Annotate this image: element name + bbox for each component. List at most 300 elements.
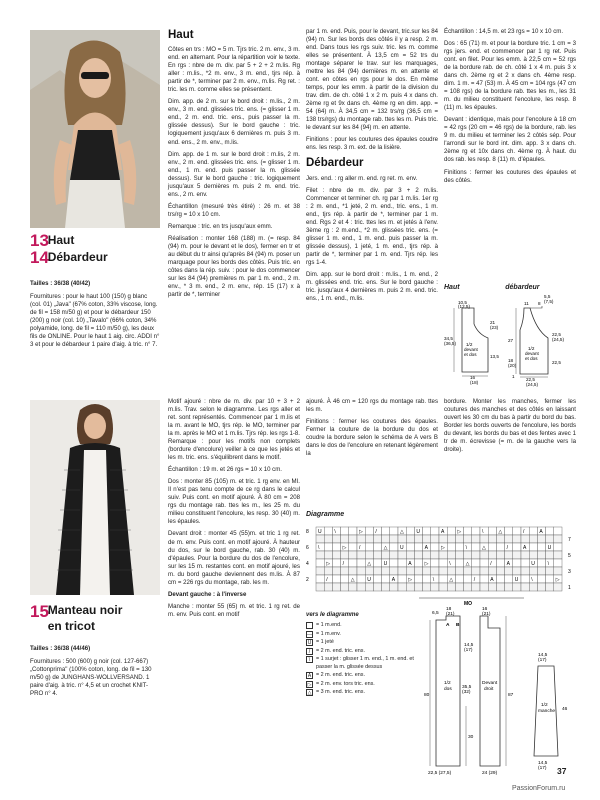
- diagram-cell: [423, 527, 431, 535]
- diagram-symbol: △: [350, 577, 355, 583]
- paragraph: Jers. end. : rg aller m. end. rg ret. m. env.: [306, 174, 418, 182]
- diagram-cell: [546, 583, 554, 591]
- legend-symbol: \: [306, 656, 313, 663]
- diagram-cell: [382, 535, 390, 543]
- diagram-cell: [398, 535, 406, 543]
- diagram-cell: [316, 567, 324, 575]
- diagram-cell: [341, 535, 349, 543]
- diagram-cell: [455, 551, 463, 559]
- diagram-cell: [488, 583, 496, 591]
- dim-bottom-devant: 24 (29): [482, 771, 498, 776]
- diagram-cell: [332, 559, 340, 567]
- diagram-cell: [390, 551, 398, 559]
- legend-text: = 1 m.end.: [316, 621, 342, 628]
- diagram-cell: [505, 551, 513, 559]
- diagram-cell: [414, 567, 422, 575]
- diagram-symbol: ▷: [441, 545, 445, 551]
- legend-text: = 2 m. end. tric. ens.: [316, 647, 365, 654]
- photo-woman-black-top: [30, 30, 160, 228]
- diagram-symbol: /: [375, 529, 377, 535]
- paragraph: Manche : monter 55 (65) m. et tric. 1 rg ret. de m. env. Puis cont. en motif: [168, 602, 300, 618]
- diagram-symbol: U: [400, 545, 404, 551]
- diagram-cell: [439, 575, 447, 583]
- dim-left-alt: (36,5): [444, 341, 457, 346]
- diagram-symbol: /: [506, 545, 508, 551]
- diagram-symbol: U: [547, 545, 552, 551]
- diagram-cell: [480, 551, 488, 559]
- diagram-legend: [306, 612, 426, 698]
- diagram-cell: [480, 583, 488, 591]
- diagram-cell: [546, 527, 554, 535]
- paragraph: bordure. Monter les manches, fermer les coutures des manches et des côtés en laissant ouvert les 30 cm du bas à partir du bord du bas. Border les bords ouverts de l'encolure, les bords du devant, les bords du bas et des fentes avec 1 tr de m. écrevisse (= m. de la gauche vers la droite).: [444, 398, 576, 454]
- diagram-symbol: /: [473, 577, 476, 583]
- diagram-cell: [349, 559, 357, 567]
- diagram-symbol: \: [318, 545, 320, 551]
- diagram-cell: [521, 567, 529, 575]
- diagram-symbol: ▷: [359, 529, 363, 535]
- dim-mid-alt: (20): [508, 363, 517, 368]
- diagram-cell: [373, 575, 381, 583]
- diagram-cell: [390, 543, 398, 551]
- diagram-cell: [316, 551, 324, 559]
- dim-top-mid-alt: (21): [446, 612, 455, 617]
- diagram-cell: [439, 551, 447, 559]
- diagram-cell: [488, 527, 496, 535]
- diagram-cell: [529, 527, 537, 535]
- diagram-cell: [513, 559, 521, 567]
- diagram-symbol: △: [400, 529, 404, 535]
- piece-devant-2: droit: [484, 687, 494, 692]
- piece-label: 1/2: [528, 346, 535, 351]
- diagram-cell: [529, 567, 537, 575]
- diagram-cell: [365, 527, 373, 535]
- dim-top-right: 16: [482, 607, 488, 612]
- legend-item: [306, 639, 426, 646]
- diagram-cell: [341, 575, 349, 583]
- legend-symbol: [306, 622, 313, 629]
- diagram-cell: [365, 567, 373, 575]
- piece-label-2: devant: [464, 347, 478, 352]
- diagram-cell: [537, 551, 545, 559]
- piece-sleeve: 1/2: [541, 703, 548, 708]
- diagram-cell: [423, 575, 431, 583]
- diagram-cell: [480, 567, 488, 575]
- item-name: Haut: [47, 233, 75, 247]
- diagram-title: Diagramme: [306, 511, 345, 518]
- diagram-cell: [521, 559, 529, 567]
- diagram-cell: [414, 575, 422, 583]
- diagram-cell: [398, 567, 406, 575]
- paragraph: Finitions : fermer les coutures des épaules. Fermer la couture de la bordure du dos et coudre la bordure selon le schéma de A vers B dans le dos de l'encolure en retenant légèrement la: [306, 418, 438, 458]
- diagram-cell: [431, 551, 439, 559]
- site-watermark: PassionForum.ru: [512, 785, 566, 792]
- marker-b: B: [456, 623, 460, 628]
- diagram-cell: [447, 543, 455, 551]
- diagram-cell: [349, 551, 357, 559]
- diagram-cell: [447, 535, 455, 543]
- diagram-symbol: A: [539, 529, 543, 535]
- diagram-symbol: A: [523, 545, 527, 551]
- diagram-cell: [357, 583, 365, 591]
- diagram-cell: [513, 527, 521, 535]
- paragraph: ajouré. À 46 cm = 120 rgs du montage rab. ttes les m.: [306, 398, 438, 414]
- diagram-cell: [406, 583, 414, 591]
- schema-haut: [444, 294, 506, 385]
- diagram-cell: [488, 543, 496, 551]
- diagram-cell: [439, 535, 447, 543]
- diagram-symbol: A: [391, 577, 396, 583]
- diagram-cell: [390, 535, 398, 543]
- diagram-cell: [472, 559, 480, 567]
- diagram-cell: [546, 535, 554, 543]
- diagram-cell: [505, 535, 513, 543]
- diagram-cell: [554, 583, 562, 591]
- schema-title-debardeur: débardeur: [505, 284, 540, 291]
- paragraph: Filet : nbre de m. div. par 3 + 2 m.lis. Commencer et terminer ch. rg par 1 m.lis. 1er rg : 2 m. end., *1 jeté, 2 m. end., tric. ens., 1 m. end., tjrs rép. à partir de *, terminer par 1 m. end. Rgs 2 et 4 : tric. ttes les m. et jetés à l'env. 3ème rg : 2 m.end., *2 m. glissées tric. ens. (= glisser 1 m. end., 1 m. end. puis passer la m. glissée dessus), 1 jeté, 1 m. end., tjrs rép. à partir de *, terminer par 1 m. end. Tjrs rép. les rgs 1-4.: [306, 186, 438, 266]
- diagram-cell: [513, 535, 521, 543]
- diagram-cell: [316, 535, 324, 543]
- top-left-sidebar: [30, 232, 160, 354]
- dim-bottom-alt: (18): [470, 380, 479, 385]
- diagram-symbol: △: [498, 529, 503, 535]
- diagram-symbol: U: [383, 561, 388, 567]
- diagram-symbol: △: [465, 561, 470, 567]
- diagram-cell: [382, 575, 390, 583]
- diagram-symbol: △: [367, 561, 372, 567]
- diagram-cell: [447, 551, 455, 559]
- diagram-cell: [529, 551, 537, 559]
- row-num: 5: [568, 553, 571, 559]
- paragraph: Échantillon (mesuré très étiré) : 26 m. et 38 trs/rg = 10 x 10 cm.: [168, 202, 300, 218]
- dim-top-b: 11: [524, 301, 529, 306]
- diagram-cell: [488, 567, 496, 575]
- diagram-cell: [324, 583, 332, 591]
- diagram-cell: [406, 543, 414, 551]
- dim-left: 34,5: [444, 336, 453, 341]
- diagram-cell: [373, 583, 381, 591]
- diagram-cell: [439, 583, 447, 591]
- dim-sub-b-alt: (32): [462, 690, 471, 695]
- supplies-text: Fournitures : 500 (600) g noir (col. 127-667) „Cottonprima" (100% coton, long. de fil = 130 m/50 g) de JUNGHANS-WOLLVERSAND. 1 paire d'aig. à tric. n° 4,5 et un crochet KNIT-PRO n° 4.: [30, 657, 152, 697]
- dim-80: 80: [424, 693, 430, 698]
- diagram-cell: [324, 535, 332, 543]
- diagram-cell: [513, 567, 521, 575]
- diagram-cell: [357, 559, 365, 567]
- diagram-symbol: \: [334, 529, 336, 535]
- photo-woman-black-coat: [30, 400, 160, 595]
- diagram-cell: [406, 551, 414, 559]
- legend-text: = 2 m. end. tric. ens.: [316, 672, 365, 679]
- item-number: 13: [30, 231, 49, 250]
- column-manteau: [168, 398, 300, 623]
- dim-small: 1: [512, 374, 515, 379]
- diagram-cell: [324, 543, 332, 551]
- diagram-cell: [382, 567, 390, 575]
- paragraph: Finitions : pour les coutures des épaules coudre ens. les resp. 3 m. ext. de la lisière.: [306, 136, 438, 152]
- diagram-cell: [365, 551, 373, 559]
- diagram-cell: [357, 551, 365, 559]
- diagram-cell: [382, 527, 390, 535]
- dim-sub-a: 14,5: [464, 643, 474, 648]
- dim-bottom-dos: 22,5 (27,5): [428, 771, 452, 776]
- diagram-cell: [406, 535, 414, 543]
- dim-sleeve-bottom: 14,5: [538, 761, 548, 766]
- diagram-symbol: A: [490, 577, 494, 583]
- diagram-cell: [341, 551, 349, 559]
- diagram-cell: [455, 543, 463, 551]
- diagram-cell: [529, 583, 537, 591]
- piece-dos: 1/2: [444, 681, 451, 686]
- column-haut: [168, 28, 300, 303]
- diagram-cell: [546, 567, 554, 575]
- diagram-cell: [455, 583, 463, 591]
- row-num: 6: [306, 545, 309, 551]
- diagram-cell: [414, 559, 422, 567]
- diagram-cell: [455, 567, 463, 575]
- diagram-symbol: /: [326, 577, 328, 583]
- diagram-cell: [414, 583, 422, 591]
- legend-item: [306, 622, 426, 629]
- bottom-photo: [30, 400, 160, 595]
- diagram-cell: [390, 583, 398, 591]
- dim-right-alt: (23): [490, 325, 499, 330]
- diagram-cell: [349, 543, 357, 551]
- diagram-cell: [521, 535, 529, 543]
- legend-symbol: /: [306, 648, 313, 655]
- diagram-symbol: \: [531, 577, 533, 583]
- diagram-cell: [505, 567, 513, 575]
- diagram-cell: [390, 567, 398, 575]
- diagram-cell: [537, 575, 545, 583]
- diagram-symbol: ▷: [326, 561, 331, 567]
- diagram-cell: [472, 527, 480, 535]
- diagram-cell: [414, 535, 422, 543]
- legend-text: = 1 surjet : glisser 1 m. end., 1 m. end. et passer la m. glissée dessus: [316, 656, 414, 670]
- diagram-cell: [521, 583, 529, 591]
- diagram-cell: [546, 575, 554, 583]
- diagram-symbol: ▷: [555, 577, 560, 583]
- diagram-cell: [496, 567, 504, 575]
- diagram-cell: [447, 527, 455, 535]
- legend-text: = 3 m. end. tric. ens.: [316, 689, 365, 696]
- diagram-cell: [554, 567, 562, 575]
- diagram-symbol: U: [531, 561, 535, 567]
- piece-sleeve-2: manche: [538, 709, 556, 714]
- item-15-title: [30, 603, 160, 635]
- diagram-cell: [480, 575, 488, 583]
- legend-text: = 1 jeté: [316, 639, 334, 646]
- diagram-cell: [455, 559, 463, 567]
- diagram-cell: [357, 575, 365, 583]
- dim-top-alt: (12,5): [458, 304, 471, 309]
- diagram-cell: [480, 559, 488, 567]
- diagram-cell: [423, 551, 431, 559]
- coat-schema: [426, 606, 578, 778]
- dim-sleeve-top: 14,5: [538, 653, 548, 658]
- diagram-cell: [406, 567, 414, 575]
- sizes-text: Tailles : 36/38 (40/42): [30, 280, 91, 288]
- paragraph: Échantillon : 19 m. et 26 rgs = 10 x 10 cm.: [168, 466, 282, 474]
- dim-right-alt: (24,5): [552, 337, 565, 342]
- diagram-symbol: A: [408, 561, 412, 567]
- diagram-cell: [341, 567, 349, 575]
- diagram-symbol: /: [359, 545, 361, 551]
- diagram-cell: [349, 535, 357, 543]
- page-number: 37: [557, 766, 567, 776]
- paragraph: Dim. app. de 2 m. sur le bord droit : m.lis., 2 m. env., 3 m. end. glissées tric. ens. (= glisser 1 m. end., 2 m. end. tric. ens., puis passer la m. glissée dessus). Sur le bord gauche : tric. logiquement jusqu'aux 6 dernières m. puis 3 m. end. ens., 2 m. env., m.lis.: [168, 98, 300, 146]
- diagram-cell: [472, 543, 480, 551]
- diagram-cell: [324, 551, 332, 559]
- diagram-cell: [382, 583, 390, 591]
- section-title-haut: Haut: [168, 29, 194, 41]
- legend-symbol: —: [307, 631, 312, 638]
- diagram-cell: [480, 535, 488, 543]
- piece-label-3: et dos: [525, 356, 538, 361]
- dim-top-b2: 8: [538, 301, 541, 306]
- diagram-cell: [455, 575, 463, 583]
- legend-item: [306, 689, 426, 696]
- diagram-cell: [529, 535, 537, 543]
- diagram-cell: [513, 551, 521, 559]
- dim-sub-a-alt: (17): [464, 648, 473, 653]
- diagram-cell: [496, 583, 504, 591]
- diagram-cell: [414, 543, 422, 551]
- diagram-symbol: /: [523, 529, 525, 535]
- diagram-cell: [455, 535, 463, 543]
- diagram-cell: [431, 567, 439, 575]
- diagram-cell: [513, 583, 521, 591]
- dim-30: 30: [468, 735, 474, 740]
- dim-top-mid: 18: [446, 607, 452, 612]
- diagram-cell: [464, 575, 472, 583]
- diagram-symbol: U: [367, 577, 371, 583]
- legend-symbol: U: [307, 640, 312, 647]
- paragraph: Finitions : fermer les coutures des épaules et des côtés.: [444, 168, 576, 184]
- stitch-diagram: [306, 519, 576, 611]
- row-num: 1: [568, 585, 571, 591]
- diagram-cell: [521, 575, 529, 583]
- diagram-symbol: ▷: [457, 529, 462, 535]
- paragraph: Dim. app. sur le bord droit : m.lis., 1 m. end., 2 m. glissées end. tric. ens. Sur le bord gauche : tric. jusqu'aux 4 dernières m. puis 2 m. end. tric. ens., 1 m. end., m.lis.: [306, 270, 438, 303]
- diagram-cell: [423, 535, 431, 543]
- diagram-cell: [423, 567, 431, 575]
- dim-mid: 18: [508, 358, 514, 363]
- diagram-cell: [324, 527, 332, 535]
- diagram-cell: [439, 559, 447, 567]
- item-name-line2: en tricot: [47, 618, 96, 633]
- diagram-symbol: ▷: [424, 561, 429, 567]
- paragraph: Côtes en trs : MO = 5 m. Tjrs tric. 2 m. env., 3 m. end. en alternant. Pour la répartition voir le texte. En rgs : nbre de m. div. par 5 + 2 + 2 m.lis. Rg aller : m.lis., *2 m. env., 3 m. end., tjrs rép. à partir de *, terminer par 2 m. env., m.lis. Rg ret. : tric. les m. comme elles se présentent.: [168, 46, 300, 94]
- diagram-cell: [332, 543, 340, 551]
- diagram-cell: [488, 551, 496, 559]
- dim-top-right-alt: (21): [482, 612, 491, 617]
- item-number: 15: [30, 602, 49, 621]
- diagram-cell: [554, 551, 562, 559]
- diagram-cell: [554, 543, 562, 551]
- diagram-symbol: △: [383, 545, 388, 551]
- paragraph: par 1 m. end. Puis, pour le devant, tric.sur les 84 (94) m. Sur les bords des côtés il y a resp. 2 m. end. Dans tous les rgs suiv. tric. les m. comme elles se présentent. À 13,5 cm = 52 trs du montage séparer le trav. sur les marquages, mettre les 84 (94) dernières m. en attente et cont. en côtes en rgs pour le dos. En même temps, pour les emm. à partir de la division du trav. dim. de ch. côté 1 x 2 m. puis 4 x dans ch. 2ème rg et 9x dans ch. 4ème rg en dim. app. = 54 (64) m. À 34,5 cm = 132 trs/rg (36,5 cm = 138 trs/rgs) du montage rab. ttes les m. Puis tric. le devant sur les 84 (94) m. en attente.: [306, 28, 438, 132]
- item-13-title: [30, 232, 160, 249]
- diagram-symbol: A: [441, 529, 445, 535]
- diagram-cell: [431, 527, 439, 535]
- diagram-symbol: A: [506, 561, 510, 567]
- diagram-cell: [464, 527, 472, 535]
- diagram-cell: [398, 575, 406, 583]
- dim-sleeve-bottom-alt: (17): [538, 766, 547, 771]
- row-num: 8: [306, 529, 309, 535]
- diagram-cell: [332, 535, 340, 543]
- schema-debardeur: [508, 290, 578, 386]
- diagram-symbol: \: [465, 545, 467, 551]
- diagram-cell: [349, 567, 357, 575]
- diagram-cell: [496, 551, 504, 559]
- diagram-cell: [373, 567, 381, 575]
- diagram-cell: [341, 583, 349, 591]
- piece-devant: Devant: [482, 681, 498, 686]
- piece-label: 1/2: [466, 342, 473, 347]
- item-name: Débardeur: [47, 250, 108, 265]
- diagram-cell: [554, 535, 562, 543]
- dim-bottom: 22,5: [526, 377, 535, 382]
- diagram-cell: [316, 583, 324, 591]
- diagram-symbol: △: [482, 545, 486, 551]
- dim-top-a: 5,5: [544, 294, 551, 299]
- diagram-cell: [464, 583, 472, 591]
- diagram-cell: [414, 551, 422, 559]
- paragraph: Réalisation : monter 168 (188) m. (= resp. 84 (94) m. pour le devant et le dos), fermer en tr et au début du tr ainsi qu'après 84 (94) m. poser un marquage pour les bords des côtés. Puis tric. en côtes dans la rép. suiv. : pour le dos commencer sur les 84 (94) premières m. par 1 m. end., 2 m. env., * 3 m. end., 2 m. env., rép. 15 (17) x à partir de *, terminer: [168, 234, 300, 299]
- diagram-cell: [357, 535, 365, 543]
- diagram-cell: [349, 583, 357, 591]
- legend-symbol: △: [307, 690, 312, 697]
- legend-text: = 1 m.env.: [316, 630, 341, 637]
- diagram-symbol: △: [449, 577, 454, 583]
- legend-item: [306, 681, 426, 688]
- diagram-cell: [365, 543, 373, 551]
- diagram-cell: [423, 583, 431, 591]
- diagram-cell: [382, 551, 390, 559]
- paragraph: Devant : identique, mais pour l'encolure à 18 cm = 42 rgs (20 cm = 46 rgs) de la bordure, rab. les 9 m. du milieu et terminer les 2 côtés sép. Pour l'arrondi sur le bord int. dim. app. 3 x dans ch. 2ème rg et 10x dans ch. 4ème rg. À haut. du dos rab. les resp. 8 (11) m. d'épaules.: [444, 116, 576, 164]
- paragraph: Dos : monter 85 (105) m. et tric. 1 rg env. en MI. Il n'est pas tenu compte de ce rg dans le calcul suiv. Puis cont. en motif ajouré. À 80 cm = 208 rgs du montage rab. ttes les m., les 25 m. du milieu constituent l'encolure, les resp. 30 (40) m. les épaules.: [168, 478, 300, 526]
- diagram-cell: [398, 551, 406, 559]
- marker-a: A: [446, 623, 450, 628]
- paragraph: Devant droit : monter 45 (55)m. et tric 1 rg ret. de m. env. Puis cont. en motif ajouré. À hauteur du dos, sur le bord gauche, rab. 30 (40) m. d'épaules. Pour la bordure du dos de l'encolure, sur les 15 m. restantes cont. en motif ajouré, les m. du bord gauche deviennent des m.lis. À 87 cm = 226 rgs du montage, rab. les m.: [168, 530, 300, 586]
- diagram-cell: [349, 527, 357, 535]
- dim-bottom: 16: [470, 375, 476, 380]
- dim-mid: 13,5: [490, 354, 499, 359]
- item-number: 14: [30, 248, 49, 268]
- diagram-cell: [332, 575, 340, 583]
- diagram-cell: [464, 551, 472, 559]
- dim-left: 27: [508, 338, 514, 343]
- bottom-left-sidebar: [30, 603, 160, 703]
- legend-item: [306, 648, 426, 655]
- diagram-cell: [488, 535, 496, 543]
- diagram-cell: [521, 551, 529, 559]
- diagram-symbol: U: [514, 577, 519, 583]
- diagram-cell: [554, 559, 562, 567]
- paragraph: Motif ajouré : nbre de m. div. par 10 + 3 + 2 m.lis. Trav. selon le diagramme. Les rgs aller et ret. sont représentés. Commencer par 1 m.lis et la m. avant le MO, tjrs rép. le MO, terminer par la m. après le MO et 1 m.lis. Tjrs rép. les rgs 1-8. Remarque : pour les motifs non complets (bordure d'encolure) veiller à ce que les jetés et les m. tric. ens. s'équilibrent dans le motif.: [168, 398, 300, 462]
- row-num: 7: [568, 537, 571, 543]
- dim-top-a-alt: (7,5): [544, 299, 554, 304]
- diagram-cell: [496, 535, 504, 543]
- paragraph: Dim. app. de 1 m. sur le bord droit : m.lis, 2 m. env., 2 m. end. glissées tric. ens. (= glisser 1 m. end., 1 m. end. puis passer la m. glissée dessus). Sur le bord gauche : tric. logiquement jusqu'aux 5 dernières m. puis 2 m. end. tric. ens., 2 m. env.: [168, 150, 300, 198]
- legend-item: [306, 631, 426, 638]
- diagram-cell: [439, 567, 447, 575]
- piece-label-2: devant: [525, 351, 539, 356]
- diagram-cell: [332, 567, 340, 575]
- diagram-cell: [431, 543, 439, 551]
- diagram-cell: [472, 583, 480, 591]
